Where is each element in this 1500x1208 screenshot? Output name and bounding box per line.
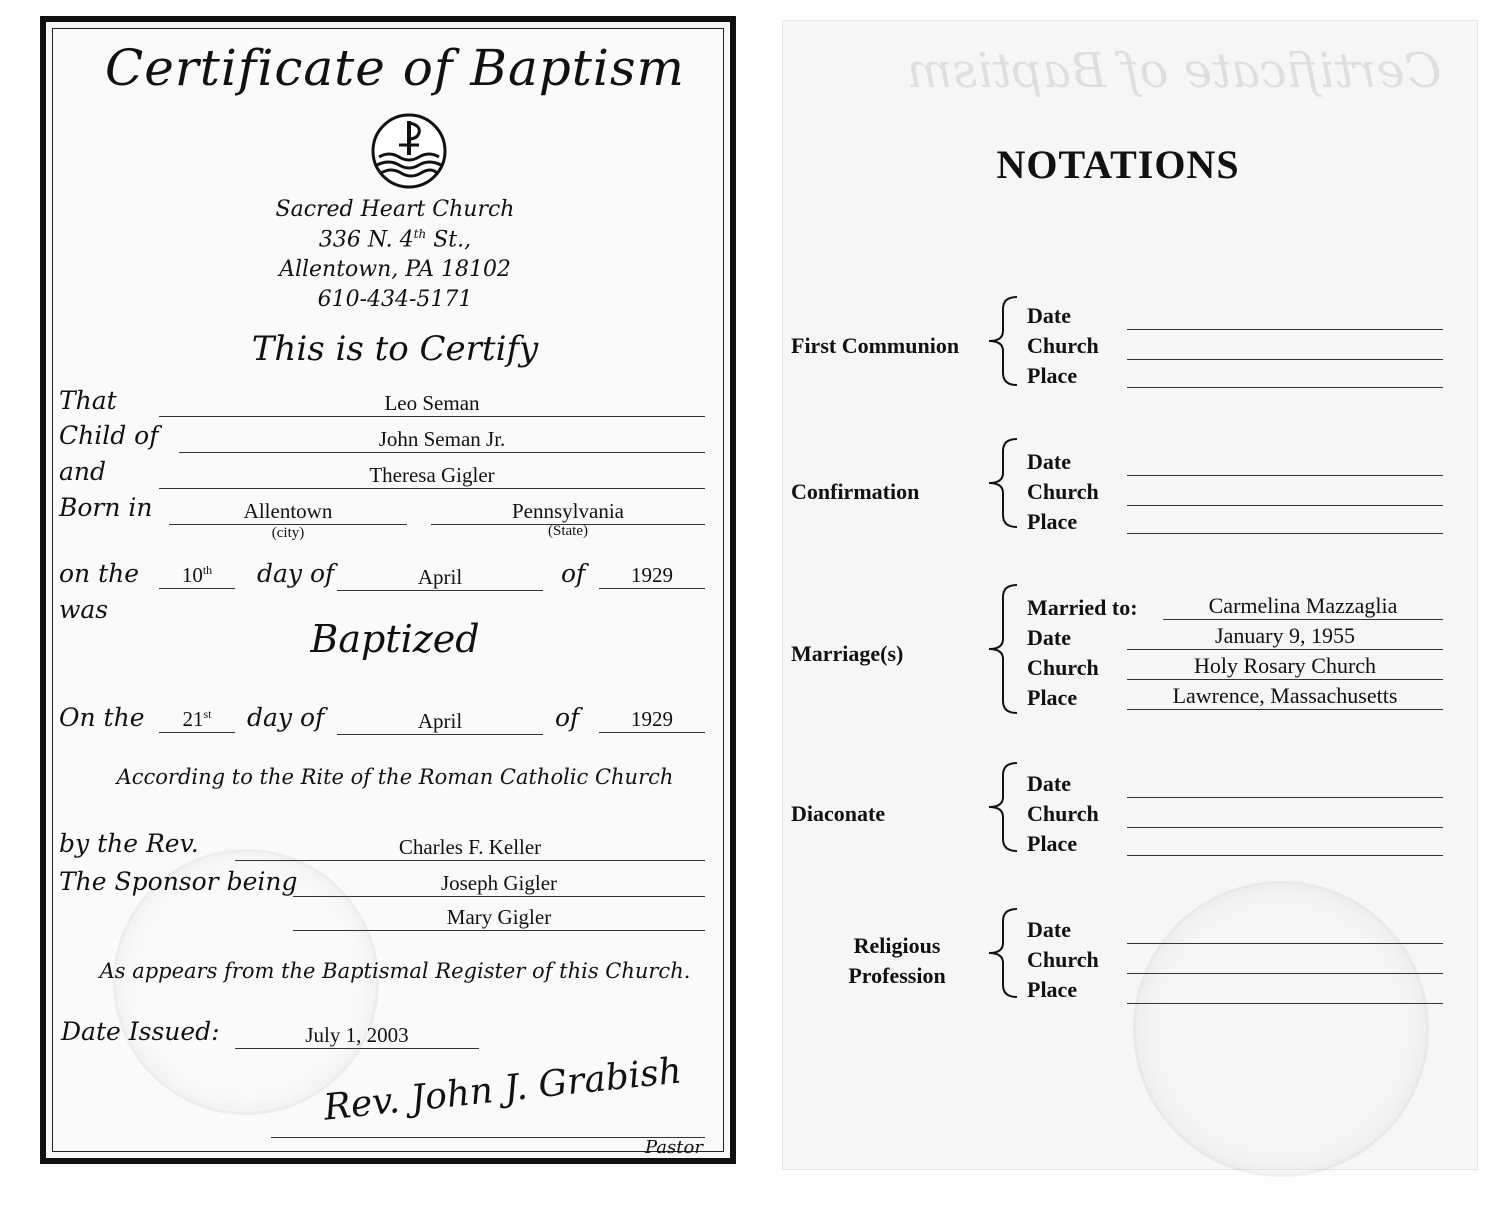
state-caption: (State) (548, 523, 588, 539)
marriage-date-label: Date (1027, 625, 1071, 650)
religious-date-label: Date (1027, 917, 1071, 942)
first-communion-date-line (1127, 329, 1443, 330)
baptism-of-label: of (555, 703, 580, 732)
marriage-label: Marriage(s) (791, 641, 904, 666)
was-label: was (59, 595, 109, 624)
birth-state: Pennsylvania (431, 499, 705, 525)
first-communion-place-line (1127, 387, 1443, 388)
child-name: Leo Seman (159, 391, 705, 417)
baptism-day-number: 21 (182, 707, 204, 731)
pastor-label: Pastor (645, 1137, 703, 1158)
marriage-date: January 9, 1955 (1127, 623, 1443, 650)
church-address (53, 227, 737, 252)
baptism-month: April (337, 709, 543, 735)
notations-page (782, 20, 1478, 1170)
address-street: St., (426, 227, 472, 253)
ghost-title: Certificate of Baptism (907, 43, 1442, 99)
diaconate-place-line (1127, 855, 1443, 856)
married-to-label: Married to: (1027, 595, 1138, 620)
diaconate-church-line (1127, 827, 1443, 828)
diaconate-date-label: Date (1027, 771, 1071, 796)
first-communion-church-label: Church (1027, 333, 1099, 358)
religious-place-label: Place (1027, 977, 1078, 1002)
mother-name: Theresa Gigler (159, 463, 705, 489)
sponsor-label: The Sponsor being (59, 867, 298, 896)
first-communion-date-label: Date (1027, 303, 1071, 328)
diaconate-label: Diaconate (791, 801, 886, 826)
birth-month: April (337, 565, 543, 591)
certificate-title: Certificate of Baptism (105, 39, 685, 97)
baptism-year: 1929 (599, 707, 705, 733)
baptized-heading: Baptized (310, 617, 480, 661)
diaconate-brace (983, 761, 1023, 858)
certify-heading: This is to Certify (251, 329, 539, 369)
baptism-certificate-page (40, 16, 736, 1164)
confirmation-place-line (1127, 533, 1443, 534)
confirmation-label: Confirmation (791, 479, 920, 504)
certificate-border (46, 22, 730, 1158)
and-label: and (59, 457, 107, 486)
first-communion-brace (983, 295, 1023, 392)
baptism-day-of-label: day of (247, 703, 325, 732)
birth-day-suffix: th (202, 563, 213, 577)
signature-line (271, 1137, 705, 1138)
religious-church-line (1127, 973, 1443, 974)
that-label: That (59, 386, 117, 415)
officiant-name: Charles F. Keller (235, 835, 705, 861)
confirmation-place-label: Place (1027, 509, 1078, 534)
rev-label: by the Rev. (59, 829, 199, 858)
diaconate-church-label: Church (1027, 801, 1099, 826)
baptism-day (159, 707, 235, 733)
register-text: As appears from the Baptismal Register of this Church. (99, 959, 691, 983)
marriage-place-label: Place (1027, 685, 1078, 710)
birth-city: Allentown (169, 499, 407, 525)
diaconate-date-line (1127, 797, 1443, 798)
marriage-brace (983, 583, 1023, 720)
pastor-signature: Rev. John J. Grabish (321, 1050, 684, 1129)
father-name: John Seman Jr. (179, 427, 705, 453)
day-of-label: day of (257, 559, 335, 588)
religious-label: Religious (853, 933, 941, 958)
child-of-label: Child of (59, 421, 159, 450)
church-phone: 610-434-5171 (317, 287, 473, 312)
confirmation-date-label: Date (1027, 449, 1071, 474)
on-the-baptism-label: On the (59, 703, 145, 732)
diaconate-place-label: Place (1027, 831, 1078, 856)
first-communion-label: First Communion (791, 333, 960, 358)
church-name: Sacred Heart Church (275, 197, 515, 222)
date-issued: July 1, 2003 (235, 1023, 479, 1049)
born-in-label: Born in (59, 493, 153, 522)
baptism-day-suffix: st (203, 707, 212, 721)
address-number: 336 N. 4 (318, 227, 414, 253)
sponsor-1: Joseph Gigler (293, 871, 705, 897)
marriage-place: Lawrence, Massachusetts (1127, 683, 1443, 710)
confirmation-church-label: Church (1027, 479, 1099, 504)
on-the-label: on the (59, 559, 140, 588)
confirmation-date-line (1127, 475, 1443, 476)
church-city: Allentown, PA 18102 (279, 257, 511, 282)
religious-brace (983, 907, 1023, 1004)
religious-church-label: Church (1027, 947, 1099, 972)
of-label: of (561, 559, 586, 588)
spouse-name: Carmelina Mazzaglia (1163, 593, 1443, 620)
marriage-church: Holy Rosary Church (1127, 653, 1443, 680)
marriage-church-label: Church (1027, 655, 1099, 680)
confirmation-brace (983, 437, 1023, 534)
confirmation-church-line (1127, 505, 1443, 506)
certificate-body (52, 28, 724, 1158)
religious-place-line (1127, 1003, 1443, 1004)
embossed-seal-right (1133, 881, 1429, 1177)
profession-label: Profession (848, 963, 946, 988)
first-communion-church-line (1127, 359, 1443, 360)
religious-date-line (1127, 943, 1443, 944)
notations-title: NOTATIONS (996, 142, 1240, 187)
date-issued-label: Date Issued: (61, 1017, 220, 1046)
rite-text: According to the Rite of the Roman Catholic Church (116, 765, 674, 789)
first-communion-place-label: Place (1027, 363, 1078, 388)
address-suffix: th (413, 227, 427, 241)
birth-year: 1929 (599, 563, 705, 589)
birth-day-number: 10 (181, 563, 203, 587)
sponsor-2: Mary Gigler (293, 905, 705, 931)
city-caption: (city) (271, 525, 305, 541)
chi-rho-icon (369, 111, 449, 191)
birth-day (159, 563, 235, 589)
